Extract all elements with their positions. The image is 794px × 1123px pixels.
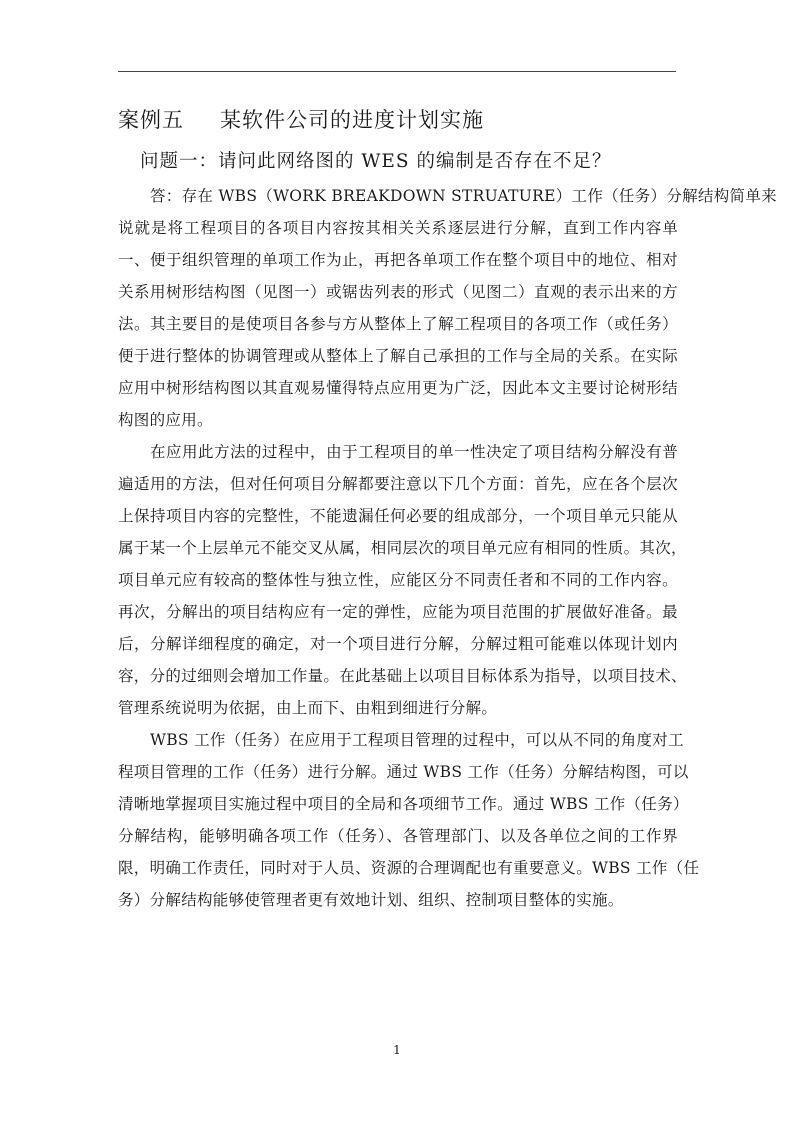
paragraph-line: 管理系统说明为依据，由上而下、由粗到细进行分解。 <box>118 699 498 717</box>
paragraph-line: 构图的应用。 <box>118 411 213 429</box>
paragraph-line: 答：存在 WBS（WORK BREAKDOWN STRUATURE）工作（任务）分解结构简单来 <box>150 187 777 205</box>
paragraph-line: 一、便于组织管理的单项工作为止，再把各单项工作在整个项目中的地位、相对 <box>118 251 678 269</box>
paragraph-line: WBS 工作（任务）在应用于工程项目管理的过程中，可以从不同的角度对工 <box>150 731 684 749</box>
question-heading: 问题一：请问此网络图的 WES 的编制是否存在不足？ <box>140 151 612 172</box>
paragraph-line: 容，分的过细则会增加工作量。在此基础上以项目目标体系为指导，以项目技术、 <box>118 667 687 685</box>
paragraph-line: 限，明确工作责任，同时对于人员、资源的合理调配也有重要意义。WBS 工作（任 <box>118 859 700 877</box>
paragraph-line: 法。其主要目的是使项目各参与方从整体上了解工程项目的各项工作（或任务） <box>118 315 678 333</box>
header-rule <box>118 71 676 72</box>
paragraph-line: 在应用此方法的过程中，由于工程项目的单一性决定了项目结构分解没有普 <box>150 443 678 461</box>
paragraph-line: 上保持项目内容的完整性，不能遗漏任何必要的组成部分，一个项目单元只能从 <box>118 507 678 525</box>
section-title-case: 案例五 <box>118 108 184 132</box>
section-title-text: 某软件公司的进度计划实施 <box>220 108 484 132</box>
paragraph-line: 关系用树形结构图（见图一）或锯齿列表的形式（见图二）直观的表示出来的方 <box>118 283 678 301</box>
section-title <box>118 104 484 134</box>
paragraph-line: 分解结构，能够明确各项工作（任务）、各管理部门、以及各单位之间的工作界 <box>118 827 678 845</box>
paragraph-line: 清晰地掌握项目实施过程中项目的全局和各项细节工作。通过 WBS 工作（任务） <box>118 795 689 813</box>
paragraph-line: 项目单元应有较高的整体性与独立性，应能区分不同责任者和不同的工作内容。 <box>118 571 678 589</box>
paragraph-line: 属于某一个上层单元不能交叉从属，相同层次的项目单元应有相同的性质。其次， <box>118 539 687 557</box>
page-number: 1 <box>393 1043 401 1057</box>
paragraph-line: 说就是将工程项目的各项目内容按其相关关系逐层进行分解，直到工作内容单 <box>118 219 678 237</box>
paragraph-line: 程项目管理的工作（任务）进行分解。通过 WBS 工作（任务）分解结构图，可以 <box>118 763 689 781</box>
paragraph-line: 便于进行整体的协调管理或从整体上了解自己承担的工作与全局的关系。在实际 <box>118 347 678 365</box>
paragraph-line: 应用中树形结构图以其直观易懂得特点应用更为广泛，因此本文主要讨论树形结 <box>118 379 678 397</box>
paragraph-line: 务）分解结构能够使管理者更有效地计划、组织、控制项目整体的实施。 <box>118 891 624 909</box>
paragraph-line: 再次，分解出的项目结构应有一定的弹性，应能为项目范围的扩展做好准备。最 <box>118 603 678 621</box>
paragraph-line: 后，分解详细程度的确定，对一个项目进行分解，分解过粗可能难以体现计划内 <box>118 635 678 653</box>
paragraph-line: 遍适用的方法，但对任何项目分解都要注意以下几个方面：首先，应在各个层次 <box>118 475 678 493</box>
